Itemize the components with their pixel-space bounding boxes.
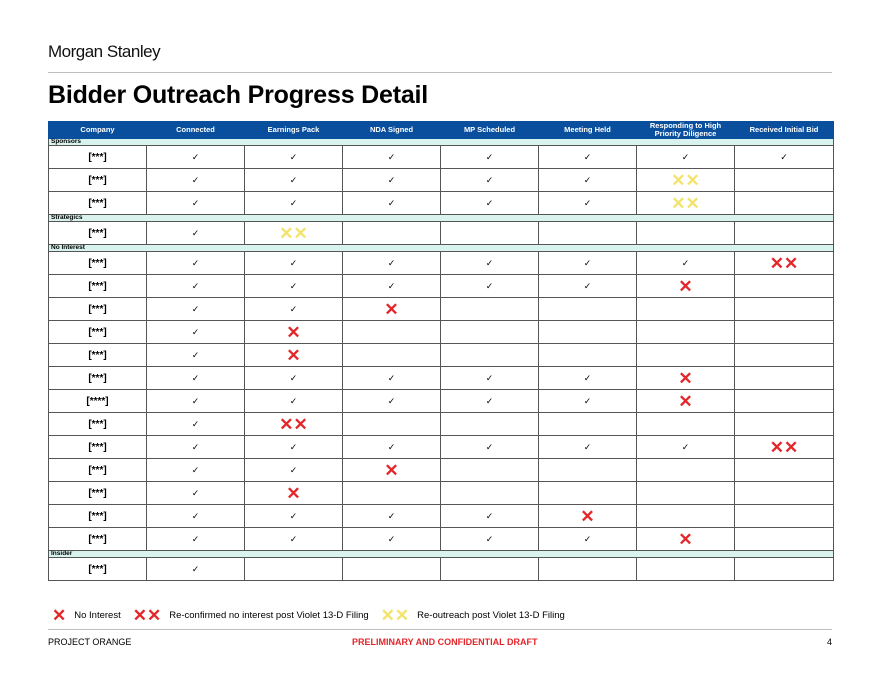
status-cell [735, 298, 834, 321]
checkmark-icon: ✓ [191, 197, 200, 208]
double-yellow-x-icon: ✕✕ [671, 170, 700, 190]
col-header-company: Company [49, 122, 147, 139]
company-name: [****] [49, 390, 147, 413]
status-cell [343, 528, 441, 551]
status-cell [147, 459, 245, 482]
status-cell [637, 558, 735, 581]
status-cell [245, 413, 343, 436]
status-cell [245, 459, 343, 482]
status-cell [735, 436, 834, 459]
table-row [49, 275, 834, 298]
status-cell [245, 344, 343, 367]
company-name: [***] [49, 558, 147, 581]
checkmark-icon: ✓ [289, 510, 298, 521]
checkmark-icon: ✓ [387, 533, 396, 544]
checkmark-icon: ✓ [583, 372, 592, 383]
status-cell [441, 222, 539, 245]
status-cell [637, 367, 735, 390]
status-cell [539, 482, 637, 505]
checkmark-icon: ✓ [485, 174, 494, 185]
status-cell [441, 528, 539, 551]
company-name: [***] [49, 222, 147, 245]
status-cell [441, 558, 539, 581]
checkmark-icon: ✓ [583, 441, 592, 452]
red-x-icon: ✕ [580, 506, 595, 526]
checkmark-icon: ✓ [681, 441, 690, 452]
status-cell [735, 344, 834, 367]
status-cell [245, 275, 343, 298]
checkmark-icon: ✓ [387, 510, 396, 521]
status-cell [637, 344, 735, 367]
status-cell [147, 344, 245, 367]
red-x-icon: ✕ [384, 299, 399, 319]
checkmark-icon: ✓ [191, 510, 200, 521]
status-cell [441, 413, 539, 436]
col-header-nda-signed: NDA Signed [343, 122, 441, 139]
status-cell [637, 192, 735, 215]
status-cell [343, 482, 441, 505]
company-name: [***] [49, 459, 147, 482]
status-cell [147, 321, 245, 344]
status-cell [147, 482, 245, 505]
status-cell [637, 252, 735, 275]
company-name: [***] [49, 482, 147, 505]
status-cell [441, 192, 539, 215]
status-cell [343, 192, 441, 215]
status-cell [343, 367, 441, 390]
status-cell [147, 367, 245, 390]
double-red-x-icon: ✕✕ [132, 606, 162, 625]
status-cell [245, 222, 343, 245]
status-cell [147, 528, 245, 551]
status-cell [441, 390, 539, 413]
red-x-icon: ✕ [286, 483, 301, 503]
status-cell [147, 192, 245, 215]
status-cell [245, 298, 343, 321]
table-row [49, 558, 834, 581]
status-cell [539, 222, 637, 245]
status-cell [539, 275, 637, 298]
checkmark-icon: ✓ [191, 227, 200, 238]
status-cell [147, 298, 245, 321]
table-body [49, 139, 834, 581]
status-cell [245, 482, 343, 505]
company-name: [***] [49, 344, 147, 367]
red-x-icon: ✕ [286, 322, 301, 342]
legend-item-re-outreach [381, 607, 565, 624]
checkmark-icon: ✓ [191, 372, 200, 383]
status-cell [735, 192, 834, 215]
status-cell [539, 344, 637, 367]
status-cell [147, 146, 245, 169]
legend-item-no-interest [52, 607, 121, 624]
status-cell [343, 344, 441, 367]
status-cell [735, 222, 834, 245]
status-cell [441, 482, 539, 505]
checkmark-icon: ✓ [387, 151, 396, 162]
status-cell [735, 275, 834, 298]
status-cell [735, 252, 834, 275]
table-row [49, 192, 834, 215]
status-cell [637, 222, 735, 245]
company-name: [***] [49, 528, 147, 551]
legend [52, 607, 577, 624]
checkmark-icon: ✓ [289, 441, 298, 452]
checkmark-icon: ✓ [191, 151, 200, 162]
status-cell [245, 192, 343, 215]
status-cell [637, 528, 735, 551]
status-cell [637, 413, 735, 436]
status-cell [539, 298, 637, 321]
checkmark-icon: ✓ [485, 395, 494, 406]
status-cell [735, 146, 834, 169]
status-cell [343, 146, 441, 169]
top-divider [48, 72, 832, 73]
company-name: [***] [49, 192, 147, 215]
checkmark-icon: ✓ [583, 174, 592, 185]
checkmark-icon: ✓ [583, 151, 592, 162]
table-row [49, 482, 834, 505]
checkmark-icon: ✓ [191, 395, 200, 406]
section-row [49, 551, 834, 558]
checkmark-icon: ✓ [289, 174, 298, 185]
checkmark-icon: ✓ [191, 326, 200, 337]
checkmark-icon: ✓ [191, 464, 200, 475]
red-x-icon: ✕ [678, 391, 693, 411]
double-red-x-icon: ✕✕ [769, 437, 799, 457]
status-cell [441, 321, 539, 344]
table-row [49, 390, 834, 413]
bidder-outreach-table [48, 121, 834, 581]
checkmark-icon: ✓ [485, 280, 494, 291]
status-cell [343, 275, 441, 298]
table-row [49, 222, 834, 245]
table-row [49, 344, 834, 367]
status-cell [735, 169, 834, 192]
status-cell [343, 298, 441, 321]
status-cell [147, 222, 245, 245]
double-yellow-x-icon: ✕✕ [380, 606, 410, 625]
status-cell [735, 390, 834, 413]
checkmark-icon: ✓ [485, 257, 494, 268]
checkmark-icon: ✓ [191, 280, 200, 291]
legend-item-reconfirmed [133, 607, 369, 624]
checkmark-icon: ✓ [191, 349, 200, 360]
status-cell [343, 459, 441, 482]
checkmark-icon: ✓ [387, 280, 396, 291]
checkmark-icon: ✓ [387, 441, 396, 452]
status-cell [539, 146, 637, 169]
checkmark-icon: ✓ [191, 303, 200, 314]
checkmark-icon: ✓ [485, 441, 494, 452]
status-cell [539, 252, 637, 275]
status-cell [735, 528, 834, 551]
company-name: [***] [49, 252, 147, 275]
checkmark-icon: ✓ [387, 257, 396, 268]
status-cell [539, 505, 637, 528]
status-cell [245, 390, 343, 413]
section-label: No Interest [49, 245, 834, 252]
col-header-meeting-held: Meeting Held [539, 122, 637, 139]
status-cell [539, 413, 637, 436]
morgan-stanley-logo: Morgan Stanley [48, 42, 161, 61]
table-row [49, 146, 834, 169]
table-row [49, 413, 834, 436]
status-cell [147, 252, 245, 275]
col-header-initial-bid: Received Initial Bid [735, 122, 834, 139]
red-x-icon: ✕ [286, 345, 301, 365]
checkmark-icon: ✓ [191, 441, 200, 452]
status-cell [441, 252, 539, 275]
status-cell [343, 169, 441, 192]
checkmark-icon: ✓ [289, 303, 298, 314]
checkmark-icon: ✓ [191, 487, 200, 498]
checkmark-icon: ✓ [485, 151, 494, 162]
checkmark-icon: ✓ [289, 151, 298, 162]
status-cell [441, 505, 539, 528]
bottom-divider [48, 629, 832, 630]
section-row [49, 139, 834, 146]
status-cell [539, 459, 637, 482]
legend-label: Re-confirmed no interest post Violet 13-D Filing [169, 610, 369, 621]
status-cell [147, 390, 245, 413]
status-cell [637, 459, 735, 482]
status-cell [147, 505, 245, 528]
checkmark-icon: ✓ [485, 372, 494, 383]
red-x-icon: ✕ [678, 276, 693, 296]
checkmark-icon: ✓ [191, 563, 200, 574]
checkmark-icon: ✓ [289, 372, 298, 383]
company-name: [***] [49, 321, 147, 344]
company-name: [***] [49, 298, 147, 321]
status-cell [637, 505, 735, 528]
section-label: Sponsors [49, 139, 834, 146]
status-cell [343, 413, 441, 436]
double-yellow-x-icon: ✕✕ [671, 193, 700, 213]
company-name: [***] [49, 367, 147, 390]
status-cell [539, 192, 637, 215]
status-cell [539, 169, 637, 192]
status-cell [343, 505, 441, 528]
red-x-icon: ✕ [52, 606, 67, 625]
col-header-earnings-pack: Earnings Pack [245, 122, 343, 139]
company-name: [***] [49, 505, 147, 528]
status-cell [147, 436, 245, 459]
checkmark-icon: ✓ [387, 174, 396, 185]
status-cell [735, 505, 834, 528]
double-yellow-x-icon: ✕✕ [279, 223, 308, 243]
status-cell [245, 321, 343, 344]
status-cell [441, 298, 539, 321]
status-cell [343, 321, 441, 344]
section-row [49, 245, 834, 252]
double-red-x-icon: ✕✕ [769, 253, 799, 273]
status-cell [637, 298, 735, 321]
checkmark-icon: ✓ [191, 174, 200, 185]
status-cell [147, 169, 245, 192]
status-cell [637, 482, 735, 505]
status-cell [637, 436, 735, 459]
company-name: [***] [49, 169, 147, 192]
checkmark-icon: ✓ [191, 533, 200, 544]
status-cell [441, 436, 539, 459]
status-cell [735, 482, 834, 505]
status-cell [441, 275, 539, 298]
legend-label: Re-outreach post Violet 13-D Filing [417, 610, 565, 621]
status-cell [343, 558, 441, 581]
checkmark-icon: ✓ [289, 280, 298, 291]
status-cell [735, 321, 834, 344]
checkmark-icon: ✓ [387, 197, 396, 208]
red-x-icon: ✕ [678, 368, 693, 388]
status-cell [637, 275, 735, 298]
status-cell [245, 169, 343, 192]
status-cell [441, 459, 539, 482]
status-cell [343, 390, 441, 413]
status-cell [245, 558, 343, 581]
status-cell [147, 558, 245, 581]
status-cell [735, 367, 834, 390]
checkmark-icon: ✓ [289, 533, 298, 544]
status-cell [441, 367, 539, 390]
col-header-connected: Connected [147, 122, 245, 139]
status-cell [245, 505, 343, 528]
company-name: [***] [49, 413, 147, 436]
red-x-icon: ✕ [678, 529, 693, 549]
page-title: Bidder Outreach Progress Detail [48, 81, 429, 109]
checkmark-icon: ✓ [780, 151, 788, 162]
status-cell [343, 222, 441, 245]
status-cell [343, 252, 441, 275]
status-cell [441, 344, 539, 367]
checkmark-icon: ✓ [583, 533, 592, 544]
checkmark-icon: ✓ [583, 197, 592, 208]
section-label: Strategics [49, 215, 834, 222]
table-row [49, 169, 834, 192]
checkmark-icon: ✓ [387, 395, 396, 406]
footer-confidential: PRELIMINARY AND CONFIDENTIAL DRAFT [352, 637, 538, 647]
checkmark-icon: ✓ [681, 151, 690, 162]
section-label: Insider [49, 551, 834, 558]
status-cell [245, 436, 343, 459]
checkmark-icon: ✓ [681, 257, 690, 268]
status-cell [637, 169, 735, 192]
status-cell [539, 558, 637, 581]
status-cell [539, 528, 637, 551]
status-cell [637, 321, 735, 344]
status-cell [637, 390, 735, 413]
status-cell [441, 169, 539, 192]
checkmark-icon: ✓ [583, 395, 592, 406]
checkmark-icon: ✓ [387, 372, 396, 383]
footer-project: PROJECT ORANGE [48, 637, 132, 647]
section-row [49, 215, 834, 222]
checkmark-icon: ✓ [191, 257, 200, 268]
table-row [49, 528, 834, 551]
table-row [49, 367, 834, 390]
checkmark-icon: ✓ [289, 395, 298, 406]
status-cell [147, 275, 245, 298]
checkmark-icon: ✓ [289, 197, 298, 208]
checkmark-icon: ✓ [485, 533, 494, 544]
table-row [49, 436, 834, 459]
table-header-row [49, 122, 834, 139]
status-cell [539, 436, 637, 459]
checkmark-icon: ✓ [485, 197, 494, 208]
status-cell [245, 367, 343, 390]
company-name: [***] [49, 146, 147, 169]
checkmark-icon: ✓ [191, 418, 200, 429]
status-cell [539, 367, 637, 390]
status-cell [735, 413, 834, 436]
col-header-high-priority-diligence: Responding to High Priority Diligence [637, 122, 735, 139]
table-row [49, 321, 834, 344]
status-cell [147, 413, 245, 436]
checkmark-icon: ✓ [289, 257, 298, 268]
status-cell [539, 390, 637, 413]
table-row [49, 459, 834, 482]
red-x-icon: ✕ [384, 460, 399, 480]
status-cell [539, 321, 637, 344]
table-row [49, 505, 834, 528]
checkmark-icon: ✓ [485, 510, 494, 521]
status-cell [245, 146, 343, 169]
table-row [49, 298, 834, 321]
status-cell [245, 252, 343, 275]
legend-label: No Interest [74, 610, 121, 621]
status-cell [735, 558, 834, 581]
table-row [49, 252, 834, 275]
company-name: [***] [49, 275, 147, 298]
status-cell [735, 459, 834, 482]
double-red-x-icon: ✕✕ [279, 414, 308, 434]
checkmark-icon: ✓ [289, 464, 298, 475]
company-name: [***] [49, 436, 147, 459]
col-header-mp-scheduled: MP Scheduled [441, 122, 539, 139]
status-cell [637, 146, 735, 169]
status-cell [245, 528, 343, 551]
status-cell [441, 146, 539, 169]
page-number: 4 [827, 637, 833, 647]
checkmark-icon: ✓ [583, 280, 592, 291]
checkmark-icon: ✓ [583, 257, 592, 268]
status-cell [343, 436, 441, 459]
